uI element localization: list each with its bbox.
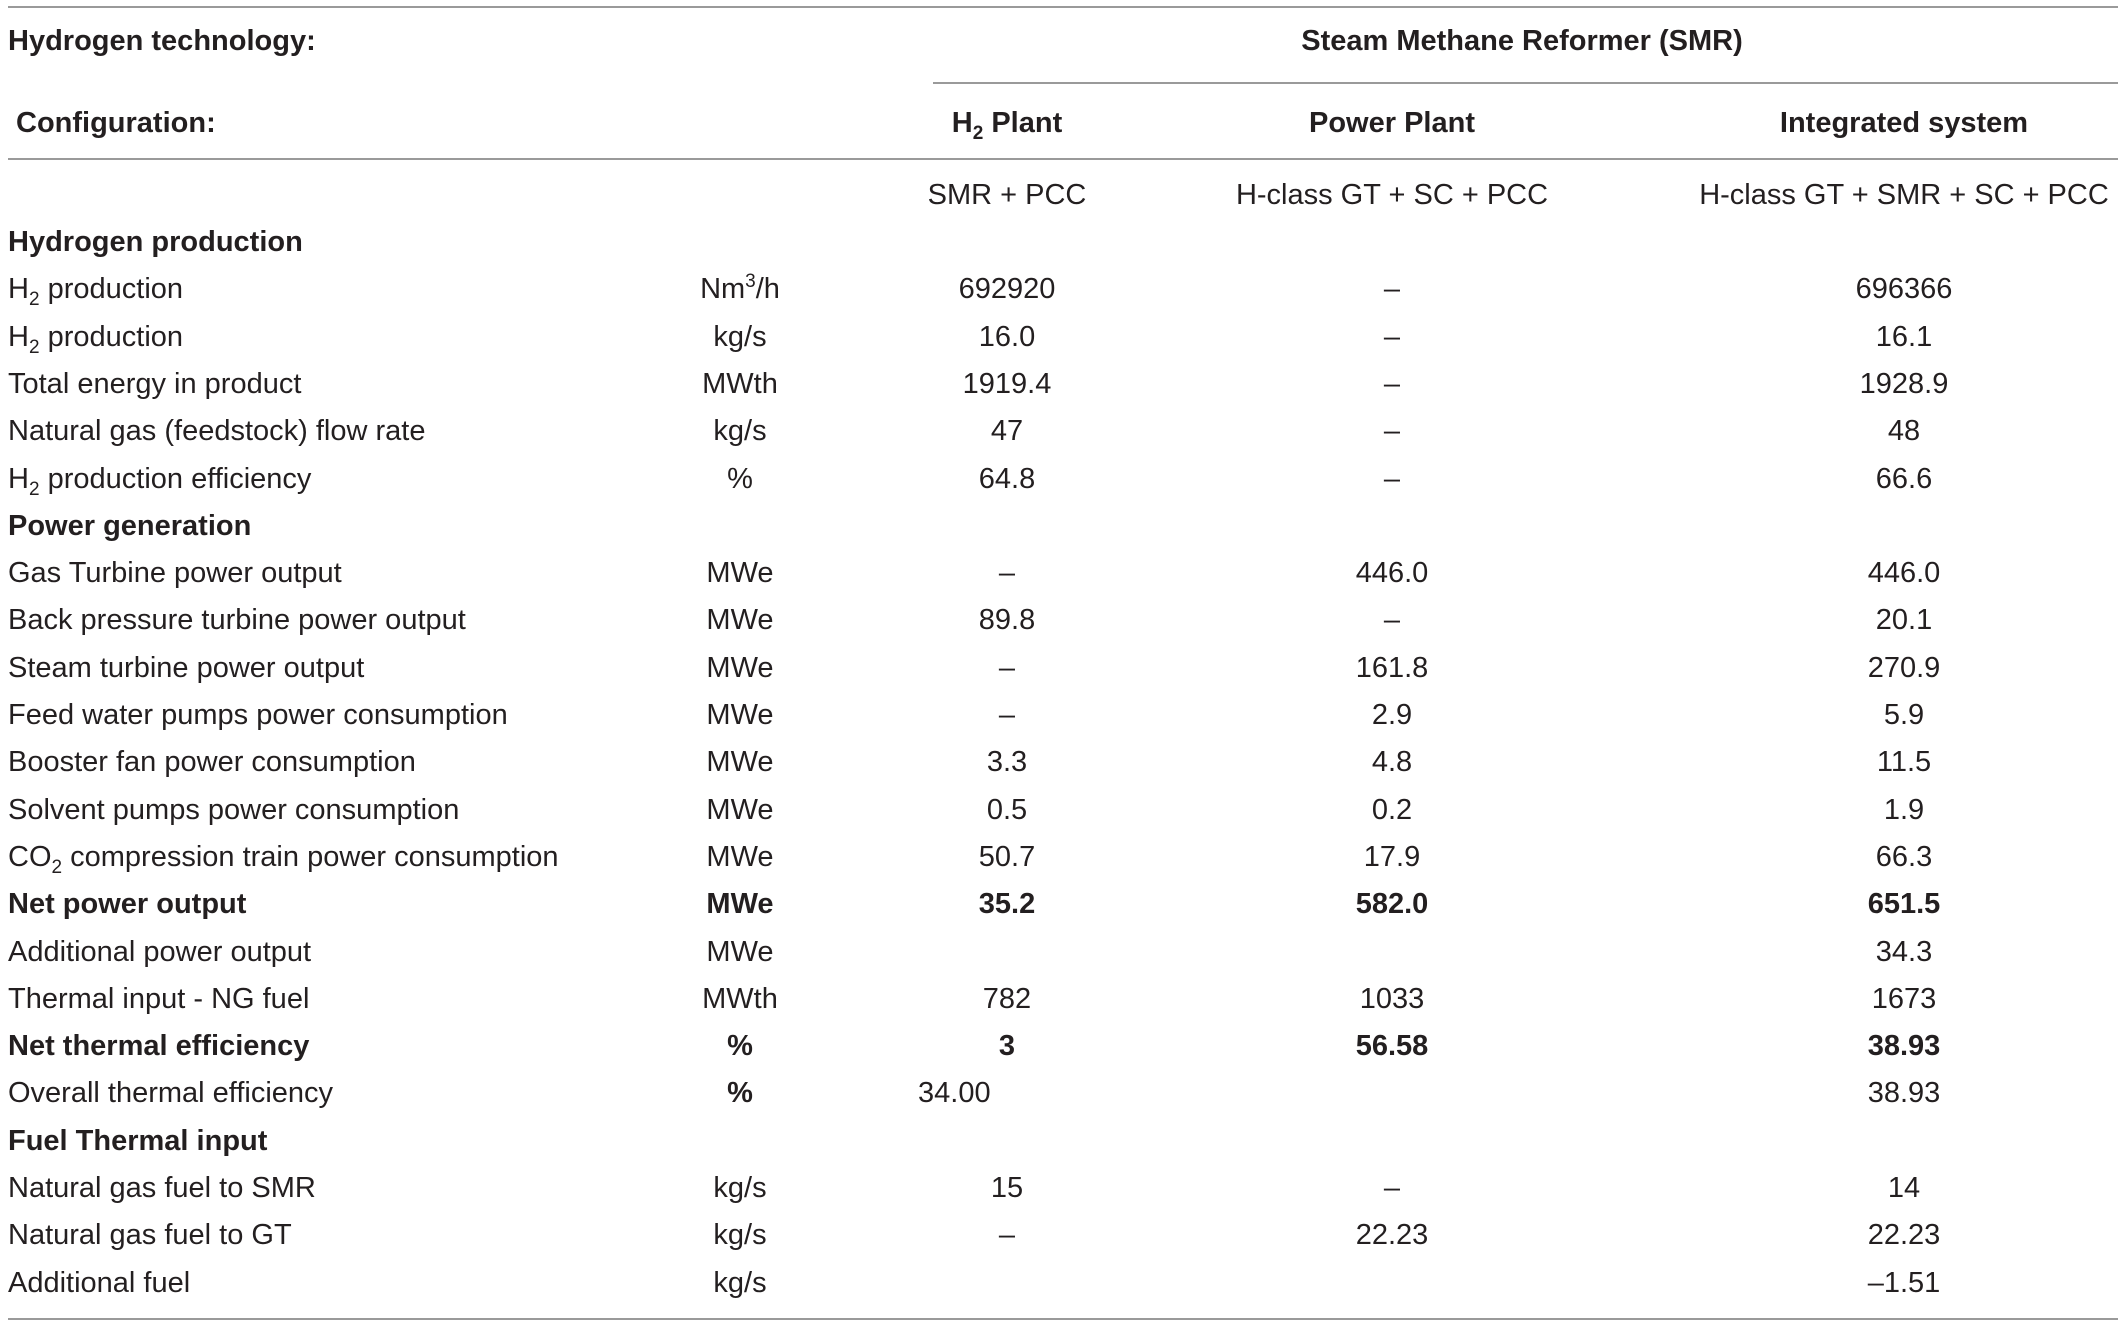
row-value-integrated-system: 651.5 [1867, 888, 1941, 920]
row-value-h2-plant: 1919.4 [962, 368, 1052, 400]
row-unit: MWe [706, 888, 774, 920]
row-label: Back pressure turbine power output [8, 604, 466, 636]
row-unit: MWe [706, 746, 774, 778]
row-label: Total energy in product [8, 368, 302, 400]
row-label: Steam turbine power output [8, 652, 365, 684]
row-value-integrated-system: 38.93 [1867, 1077, 1941, 1109]
column-header-integrated-system: Integrated system [1779, 107, 2029, 139]
row-value-integrated-system: –1.51 [1867, 1267, 1941, 1299]
superscript: 3 [745, 271, 756, 292]
row-value-h2-plant: 15 [990, 1172, 1024, 1204]
section-heading: Fuel Thermal input [8, 1125, 268, 1157]
row-unit: MWe [706, 604, 774, 636]
row-value-h2-plant: 64.8 [978, 463, 1036, 495]
row-label: Net thermal efficiency [8, 1030, 310, 1062]
row-label: Additional fuel [8, 1267, 191, 1299]
row-value-power-plant: 56.58 [1355, 1030, 1429, 1062]
row-unit: % [727, 463, 753, 495]
row-value-integrated-system: 5.9 [1883, 699, 1925, 731]
row-unit: MWe [706, 794, 774, 826]
row-value-integrated-system: 20.1 [1875, 604, 1933, 636]
row-value-h2-plant: 0.5 [986, 794, 1028, 826]
row-value-h2-plant: 47 [990, 415, 1024, 447]
row-value-integrated-system: 1673 [1871, 983, 1937, 1015]
column-header-power-plant: Power Plant [1309, 107, 1475, 139]
row-value-power-plant: 161.8 [1355, 652, 1429, 684]
row-value-h2-plant: – [998, 557, 1016, 589]
row-value-power-plant: 1033 [1359, 983, 1425, 1015]
row-label: Overall thermal efficiency [8, 1077, 334, 1109]
row-label: $CO_2$ compression train power consumption [8, 841, 559, 878]
row-value-h2-plant: 16.0 [978, 321, 1036, 353]
row-unit: MWth [702, 983, 778, 1015]
row-unit: kg/s [713, 1267, 767, 1299]
row-value-h2-plant: – [998, 652, 1016, 684]
row-unit: kg/s [713, 1219, 767, 1251]
row-value-integrated-system: 66.6 [1875, 463, 1933, 495]
subscript: 2 [28, 337, 40, 358]
technology-label: Hydrogen technology: [8, 25, 316, 57]
row-value-h2-plant: 89.8 [978, 604, 1036, 636]
row-label: Gas Turbine power output [8, 557, 342, 589]
row-unit: MWe [706, 557, 774, 589]
row-value-integrated-system: 66.3 [1875, 841, 1933, 873]
configuration-label: Configuration: [16, 107, 216, 139]
section-heading: Hydrogen production [8, 226, 303, 258]
row-value-integrated-system: 1928.9 [1859, 368, 1949, 400]
row-value-h2-plant: 782 [982, 983, 1032, 1015]
subscript: 2 [28, 479, 40, 500]
row-unit: MWe [706, 936, 774, 968]
row-value-h2-plant: 50.7 [978, 841, 1036, 873]
row-value-integrated-system: 696366 [1855, 273, 1953, 305]
row-value-h2-plant: 35.2 [978, 888, 1036, 920]
row-label: Natural gas fuel to SMR [8, 1172, 316, 1204]
row-value-h2-plant: 692920 [958, 273, 1056, 305]
row-value-integrated-system: 34.3 [1875, 936, 1933, 968]
row-value-power-plant: 582.0 [1355, 888, 1429, 920]
column-subtitle-h2-plant: SMR + PCC [927, 179, 1087, 211]
row-label: Booster fan power consumption [8, 746, 416, 778]
row-value-integrated-system: 11.5 [1876, 746, 1932, 778]
row-value-h2-plant: – [998, 699, 1016, 731]
row-value-power-plant: – [1383, 463, 1401, 495]
row-value-power-plant: 17.9 [1363, 841, 1421, 873]
row-value-integrated-system: 446.0 [1867, 557, 1941, 589]
row-label: Natural gas (feedstock) flow rate [8, 415, 426, 447]
row-value-integrated-system: 1.9 [1883, 794, 1925, 826]
row-unit: % [727, 1030, 753, 1062]
row-label: Net power output [8, 888, 247, 920]
row-label: $H_2$ production efficiency [8, 463, 312, 500]
row-unit: kg/s [713, 321, 767, 353]
row-value-power-plant: 0.2 [1371, 794, 1413, 826]
row-value-h2-plant: – [998, 1219, 1016, 1251]
row-unit: kg/s [713, 415, 767, 447]
row-value-integrated-system: 38.93 [1867, 1030, 1941, 1062]
row-label: Solvent pumps power consumption [8, 794, 460, 826]
row-value-power-plant: – [1383, 273, 1401, 305]
row-value-power-plant: – [1383, 1172, 1401, 1204]
row-unit: MWth [702, 368, 778, 400]
row-value-integrated-system: 48 [1887, 415, 1921, 447]
column-subtitle-power-plant: H-class GT + SC + PCC [1235, 179, 1549, 211]
row-unit: kg/s [713, 1172, 767, 1204]
row-value-h2-plant: 34.00 [918, 1077, 991, 1109]
row-unit: Nm$^3$/h [700, 271, 780, 305]
row-value-integrated-system: 270.9 [1867, 652, 1941, 684]
row-value-h2-plant: 3 [998, 1030, 1016, 1062]
row-value-integrated-system: 22.23 [1867, 1219, 1941, 1251]
row-value-power-plant: 446.0 [1355, 557, 1429, 589]
row-value-power-plant: – [1383, 604, 1401, 636]
row-label: $H_2$ production [8, 321, 184, 358]
row-unit: MWe [706, 841, 774, 873]
row-label: Additional power output [8, 936, 312, 968]
row-value-power-plant: 22.23 [1355, 1219, 1429, 1251]
row-value-h2-plant: 3.3 [986, 746, 1028, 778]
subscript: 2 [51, 857, 63, 878]
section-heading: Power generation [8, 510, 252, 542]
row-unit: % [727, 1077, 753, 1109]
row-value-power-plant: – [1383, 368, 1401, 400]
row-value-power-plant: 4.8 [1371, 746, 1413, 778]
subscript: 2 [28, 289, 40, 310]
column-subtitle-integrated-system: H-class GT + SMR + SC + PCC [1699, 179, 2109, 211]
row-unit: MWe [706, 699, 774, 731]
row-label: Natural gas fuel to GT [8, 1219, 292, 1251]
row-value-integrated-system: 14 [1887, 1172, 1921, 1204]
row-value-power-plant: – [1383, 321, 1401, 353]
row-value-power-plant: 2.9 [1371, 699, 1413, 731]
row-unit: MWe [706, 652, 774, 684]
row-value-power-plant: – [1383, 415, 1401, 447]
row-value-integrated-system: 16.1 [1875, 321, 1933, 353]
technology-value: Steam Methane Reformer (SMR) [1301, 25, 1743, 57]
column-header-h2-plant: $H_2$ Plant [951, 107, 1063, 144]
row-label: $H_2$ production [8, 273, 184, 310]
row-label: Thermal input - NG fuel [8, 983, 310, 1015]
row-label: Feed water pumps power consumption [8, 699, 508, 731]
